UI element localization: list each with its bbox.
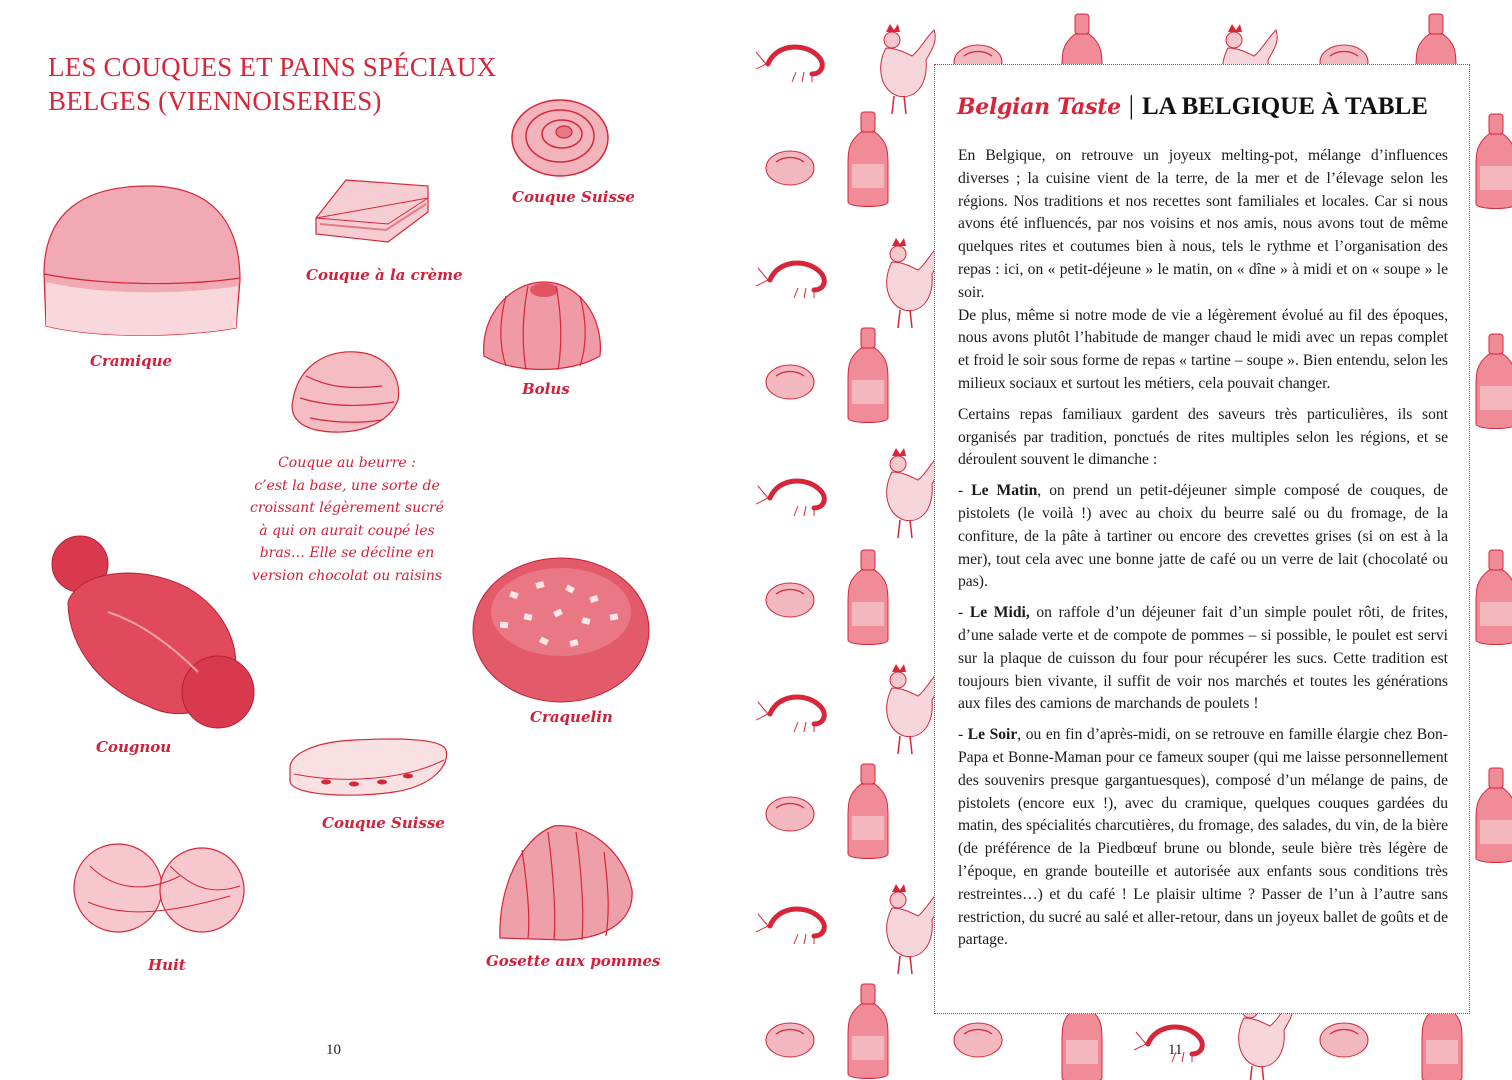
caption-cramique: Cramique [90, 352, 173, 370]
paragraph-traditions: Certains repas familiaux gardent des saveurs très particulières, ils sont organisés par tradition, ponctués de rites multiples selon les régions, et se déroulent souvent le dimanche : [958, 405, 1448, 469]
couque-beurre-line: bras… Elle se décline en [259, 545, 435, 561]
midi-text: on raffole d’un déjeuner fait d’un simple poulet rôti, de frites, d’une salade verte et de compote de pommes – si possible, le poulet est servi sur la plaque de cuisson du four pour récupérer les sucs. Cette tradition est toujours bien vivante, il suffit de voir nos marchés et toutes les générations aux files des camions de marchands de poulets ! [958, 604, 1448, 713]
couque-beurre-line: c’est la base, une sorte de [254, 477, 440, 494]
article-body [958, 145, 1448, 960]
couque-beurre-illustration [286, 346, 404, 438]
heading-separator: | [1128, 91, 1134, 120]
soir-label: Le Soir [967, 726, 1018, 744]
craquelin-illustration [470, 552, 652, 704]
gosette-illustration [494, 820, 636, 942]
title-line-2: BELGES (VIENNOISERIES) [48, 86, 382, 116]
couque-creme-illustration [310, 172, 434, 246]
heading-title: LA BELGIQUE À TABLE [1141, 93, 1428, 120]
page-number-right: 11 [1168, 1042, 1183, 1058]
cramique-illustration [36, 182, 244, 340]
caption-bolus: Bolus [522, 380, 570, 398]
caption-craquelin: Craquelin [530, 708, 613, 726]
matin-text: , on prend un petit-déjeuner simple composé de couques, de pistolets (le voilà !) avec au choix du beurre salé ou du fromage, de la confiture, de la pâte à tartiner ou encore des crevettes grises (si on est à la mer), tout cela avec une bonne jatte de café ou un verre de lait (chocolaté ou pas). [958, 482, 1449, 591]
caption-couque-creme: Couque à la crème [306, 266, 463, 284]
huit-illustration [70, 836, 248, 940]
paragraph-soir: - Le Soir, ou en fin d’après-midi, on se retrouve en famille élargie chez Bon-Papa et Bonne-Maman pour ce fameux souper (qui me laisse personnellement des souvenirs presque gargantuesques), composé d’un mélange de pains, de pistolets (encore eux !), avec du cramique, quelques couques gardées du matin, des spécialités charcutières, du fromage, des salades, du vin, de la bière (de préférence de la Piedbœuf brune ou blonde, seule bière très légère de l’époque, en grande bouteille et autorisée aux enfants sous conditions très restreintes…) et du café ! Le plaisir ultime ? Passer de l’un à l’autre sans restriction, du sucré au salé et aller-retour, dans un joyeux ballet de goûts et de partage. [958, 726, 1448, 949]
caption-couque-suisse-top: Couque Suisse [512, 188, 635, 206]
matin-label: Le Matin [971, 482, 1038, 500]
couque-beurre-line: croissant légèrement sucré [250, 500, 444, 516]
brand-label: Belgian Taste [957, 94, 1121, 120]
couque-beurre-line: Couque au beurre : [278, 455, 416, 471]
soir-text: , ou en fin d’après-midi, on se retrouve en famille élargie chez Bon-Papa et Bonne-Maman pour ce fameux souper (qui me laisse personnellement des souvenirs presque gargantuesques), composé d’un mélange de pains, de pistolets (encore eux !), avec du cramique, quelques couques gardées du matin, des spécialités charcutières, du fromage, des salades, du vin, de la bière (de préférence de la Piedbœuf brune ou blonde, seule bière très légère de l’époque, en grande bouteille et autorisée aux enfants sous conditions très restreintes…) et du café ! Le plaisir ultime ? Passer de l’un à l’autre sans restriction, du sucré au salé et aller-retour, dans un joyeux ballet de goûts et de partage. [958, 726, 1448, 949]
couque-suisse-long-illustration [284, 730, 452, 804]
caption-cougnou: Cougnou [96, 738, 172, 756]
page-number-left: 10 [326, 1042, 341, 1058]
caption-couque-suisse-bottom: Couque Suisse [322, 814, 445, 832]
paragraph-midi: - Le Midi, on raffole d’un déjeuner fait d’un simple poulet rôti, de frites, d’une salade verte et de compote de pommes – si possible, le poulet est servi sur la plaque de cuisson du four pour récupérer les sucs. Cette tradition est toujours bien vivante, il suffit de voir nos marchés et toutes les générations aux files des camions de marchands de poulets ! [958, 604, 1448, 713]
paragraph-matin: - Le Matin, on prend un petit-déjeuner simple composé de couques, de pistolets (le voilà !) avec au choix du beurre salé ou du fromage, de la confiture, de la pâte à tartiner ou encore des crevettes grises (si on est à la mer), tout cela avec une bonne jatte de café ou un verre de lait (chocolaté ou pas). [958, 482, 1449, 591]
couque-beurre-line: à qui on aurait coupé les [259, 522, 435, 539]
section-heading [957, 91, 1428, 121]
page-title [48, 50, 518, 118]
bolus-illustration [476, 276, 608, 376]
caption-huit: Huit [148, 956, 186, 974]
midi-label: Le Midi, [969, 604, 1030, 622]
paragraph-intro: En Belgique, on retrouve un joyeux melting-pot, mélange d’influences diverses ; la cuisine vient de la terre, de la mer et de l’élevage selon les régions. Nos traditions et nos recettes sont familiales et locales. Car si nous avons été influencés, par nos voisins et nos amis, nous avons tout de même quelques rites et coutumes bien à nous, tels le rythme et l’organisation des repas : ici, on « petit-déjeune » le matin, on « dîne » à midi et on « soupe » le soir. [958, 147, 1448, 301]
right-page [756, 0, 1512, 1080]
couque-beurre-line: version chocolat ou raisins [251, 567, 443, 584]
paragraph-habits: De plus, même si notre mode de vie a légèrement évolué au fil des époques, nous avons plutôt l’habitude de manger chaud le midi avec un repas complet et froid le soir sous forme de repas « tartine – soupe ». Bien entendu, selon les milieux sociaux et surtout les métiers, cela pouvait changer. [958, 306, 1448, 392]
couque-suisse-spiral-illustration [508, 92, 612, 180]
title-line-1: LES COUQUES ET PAINS SPÉCIAUX [48, 52, 497, 82]
caption-gosette: Gosette aux pommes [486, 952, 661, 970]
cougnou-illustration [48, 522, 262, 732]
couque-beurre-description [240, 452, 454, 587]
text-box [934, 64, 1470, 1014]
